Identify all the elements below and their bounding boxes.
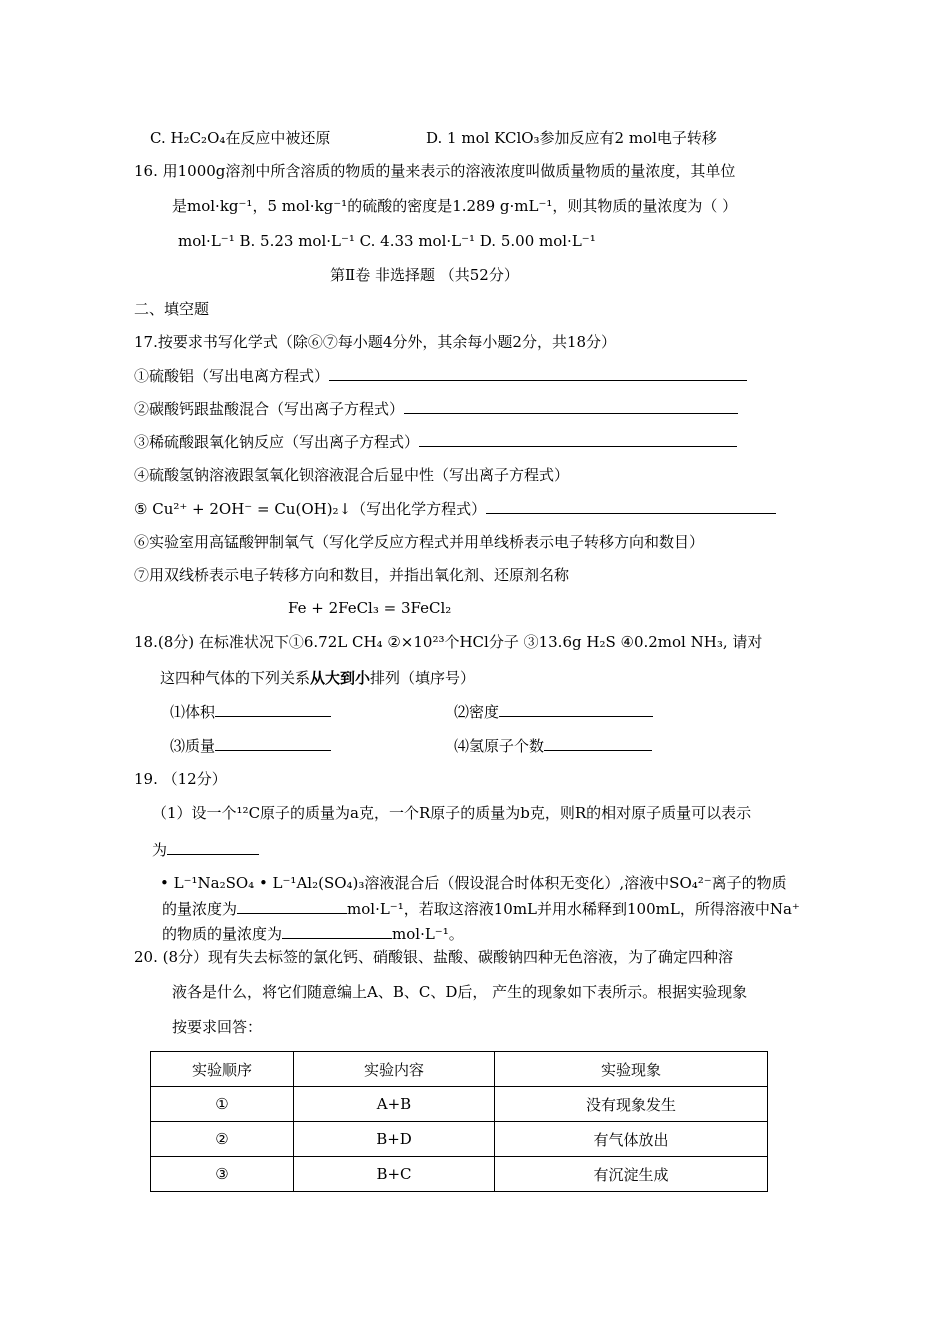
q18-part4-answer[interactable] (544, 736, 652, 751)
table-header-row (151, 1052, 768, 1087)
q19-head: 19. （12分） (134, 770, 227, 788)
q18-part2-answer[interactable] (499, 702, 653, 717)
q19-line5 (162, 924, 464, 944)
q18-line2-a: 这四种气体的下列关系 (160, 669, 311, 687)
q18-part1 (170, 702, 331, 722)
table-cell: 有气体放出 (495, 1122, 768, 1157)
table-row (151, 1157, 768, 1192)
q17-item3-answer[interactable] (419, 432, 737, 447)
q17-item5 (134, 499, 776, 519)
q16-options: mol·L⁻¹ B. 5.23 mol·L⁻¹ C. 4.33 mol·L⁻¹ D. 5.00 mol·L⁻¹ (178, 232, 596, 250)
q15-option-d: D. 1 mol KClO₃参加反应有2 mol电子转移 (426, 129, 717, 147)
q17-item2-answer[interactable] (404, 399, 738, 414)
table-cell: ② (151, 1122, 294, 1157)
table-cell: ① (151, 1087, 294, 1122)
q17-item6: ⑥实验室用高锰酸钾制氧气（写化学反应方程式并用单线桥表示电子转移方向和数目） (134, 533, 705, 551)
q19-line4-a: 的量浓度为 (162, 900, 238, 918)
q17-item1 (134, 366, 747, 386)
q19-line3: • L⁻¹Na₂SO₄ • L⁻¹Al₂(SO₄)₃溶液混合后（假设混合时体积无变化）,溶液中SO₄²⁻离子的物质 (160, 874, 787, 892)
q18-part3-label: ⑶质量 (170, 737, 216, 755)
table-cell: 有沉淀生成 (495, 1157, 768, 1192)
q17-item2-text: ②碳酸钙跟盐酸混合（写出离子方程式） (134, 400, 405, 418)
q17-item3 (134, 432, 737, 452)
table-cell: B+C (294, 1157, 495, 1192)
q17-item4: ④硫酸氢钠溶液跟氢氧化钡溶液混合后显中性（写出离子方程式） (134, 466, 570, 484)
q19-answer-3[interactable] (282, 924, 392, 939)
q20-line2: 液各是什么，将它们随意编上A、B、C、D后， 产生的现象如下表所示。根据实验现象 (172, 983, 748, 1001)
table-row (151, 1087, 768, 1122)
q19-line2 (152, 840, 259, 860)
table-row (151, 1122, 768, 1157)
q17-head: 17.按要求书写化学式（除⑥⑦每小题4分外，其余每小题2分，共18分） (134, 333, 617, 351)
q18-part4 (454, 736, 652, 756)
q19-line4 (162, 899, 800, 919)
q17-item1-answer[interactable] (329, 366, 747, 381)
q18-line2 (160, 668, 475, 688)
part2-title: 第Ⅱ卷 非选择题 （共52分） (330, 266, 519, 284)
q19-line4-b: mol·L⁻¹，若取这溶液10mL并用水稀释到100mL，所得溶液中Na⁺ (347, 900, 800, 918)
q16-line2: 是mol·kg⁻¹，5 mol·kg⁻¹的硫酸的密度是1.289 g·mL⁻¹，则其物质的量浓度为（ ） (172, 197, 738, 215)
q18-part3 (170, 736, 331, 756)
q18-line2-c: 排列（填序号） (370, 669, 476, 687)
q16-line1: 16. 用1000g溶剂中所含溶质的物质的量来表示的溶液浓度叫做质量物质的量浓度，其单位 (134, 162, 736, 180)
q19-line2-text: 为 (152, 841, 168, 859)
table-header-cell: 实验内容 (294, 1052, 495, 1087)
q18-part3-answer[interactable] (215, 736, 331, 751)
table-cell: 没有现象发生 (495, 1087, 768, 1122)
q17-item1-text: ①硫酸铝（写出电离方程式） (134, 367, 330, 385)
q18-part2 (454, 702, 653, 722)
q20-line1: 20. (8分）现有失去标签的氯化钙、硝酸银、盐酸、碳酸钠四种无色溶液，为了确定四种溶 (134, 948, 734, 966)
table-header-cell: 实验现象 (495, 1052, 768, 1087)
table-cell: ③ (151, 1157, 294, 1192)
q19-line1: （1）设一个¹²C原子的质量为a克，一个R原子的质量为b克，则R的相对原子质量可以表示 (152, 804, 752, 822)
q17-item3-text: ③稀硫酸跟氧化钠反应（写出离子方程式） (134, 433, 420, 451)
q18-part1-answer[interactable] (215, 702, 331, 717)
q19-line5-b: mol·L⁻¹。 (392, 925, 464, 943)
q18-part4-label: ⑷氢原子个数 (454, 737, 545, 755)
table-header-cell: 实验顺序 (151, 1052, 294, 1087)
q19-line5-a: 的物质的量浓度为 (162, 925, 283, 943)
q19-answer-2[interactable] (237, 899, 347, 914)
q20-line3: 按要求回答： (172, 1018, 263, 1036)
experiment-table (150, 1051, 768, 1192)
q18-line1: 18.(8分) 在标准状况下①6.72L CH₄ ②×10²³个HCl分子 ③13.6g H₂S ④0.2mol NH₃, 请对 (134, 633, 763, 651)
table-cell: A+B (294, 1087, 495, 1122)
q18-part2-label: ⑵密度 (454, 703, 500, 721)
table-cell: B+D (294, 1122, 495, 1157)
section-fill-blank: 二、填空题 (134, 300, 210, 318)
q17-item2 (134, 399, 738, 419)
q15-option-c: C. H₂C₂O₄在反应中被还原 (150, 129, 331, 147)
q17-item5-text: ⑤ Cu²⁺ + 2OH⁻ = Cu(OH)₂↓（写出化学方程式） (134, 500, 487, 518)
q17-equation: Fe + 2FeCl₃ = 3FeCl₂ (288, 599, 452, 617)
q19-answer-1[interactable] (167, 840, 259, 855)
q18-part1-label: ⑴体积 (170, 703, 216, 721)
q17-item5-answer[interactable] (486, 499, 776, 514)
q18-emphasis: 从大到小 (310, 669, 371, 687)
q17-item7: ⑦用双线桥表示电子转移方向和数目，并指出氧化剂、还原剂名称 (134, 566, 570, 584)
